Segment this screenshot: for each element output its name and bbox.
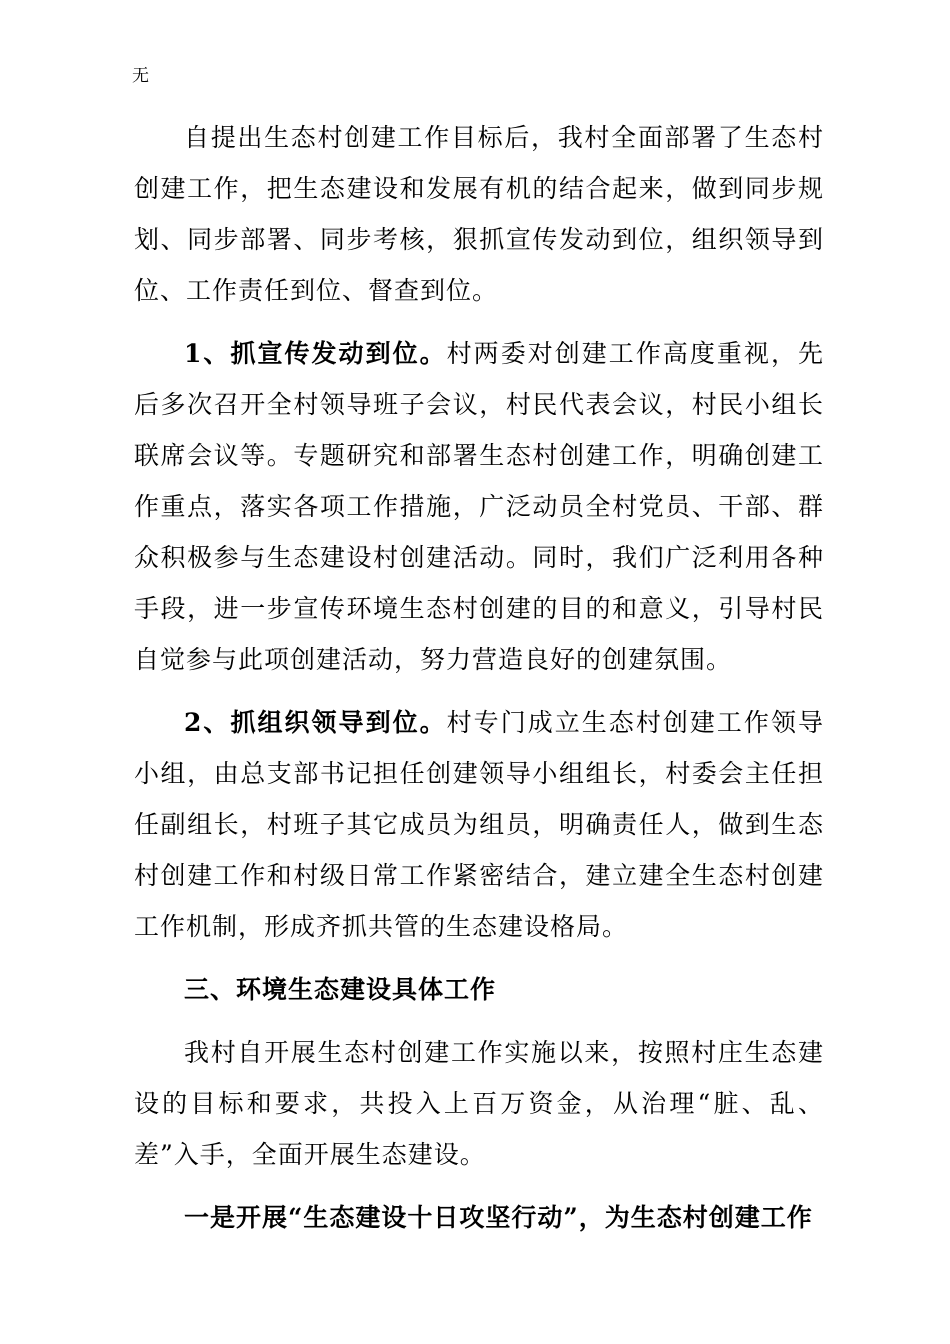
publicity-paragraph [134,328,824,685]
paragraph-lead: 2、抓组织领导到位。 [184,708,447,737]
organization-paragraph [134,697,824,952]
paragraph-lead: 1、抓宣传发动到位。 [184,339,447,368]
section-heading [134,964,824,1015]
paragraph-text: 自提出生态村创建工作目标后，我村全面部署了生态村创建工作，把生态建设和发展有机的结合起来，做到同步规划、同步部署、同步考核，狠抓宣传发动到位，组织领导到位、工作责任到位、督查到位。 [134,123,824,305]
section-heading-text: 三、环境生态建设具体工作 [184,975,497,1004]
paragraph-text: 我村自开展生态村创建工作实施以来，按照村庄生态建设的目标和要求，共投入上百万资金，从治理“脏、乱、差”入手，全面开展生态建设。 [134,1038,824,1169]
paragraph-text: 村两委对创建工作高度重视，先后多次召开全村领导班子会议，村民代表会议，村民小组长联席会议等。专题研究和部署生态村创建工作，明确创建工作重点，落实各项工作措施，广泛动员全村党员、干部、群众积极参与生态建设村创建活动。同时，我们广泛利用各种手段，进一步宣传环境生态村创建的目的和意义，引导村民自觉参与此项创建活动，努力营造良好的创建氛围。 [134,339,824,674]
document-body [134,112,824,1243]
paragraph-text: 村专门成立生态村创建工作领导小组，由总支部书记担任创建领导小组组长，村委会主任担任副组长，村班子其它成员为组员，明确责任人，做到生态村创建工作和村级日常工作紧密结合，建立建全生态村创建工作机制，形成齐抓共管的生态建设格局。 [134,708,824,941]
intro-paragraph [134,112,824,316]
implementation-paragraph [134,1027,824,1180]
action-heading-text: 一是开展“生态建设十日攻坚行动”，为生态村创建工作 [184,1203,813,1232]
action-heading [134,1192,824,1243]
header-mark: 无 [132,66,149,86]
